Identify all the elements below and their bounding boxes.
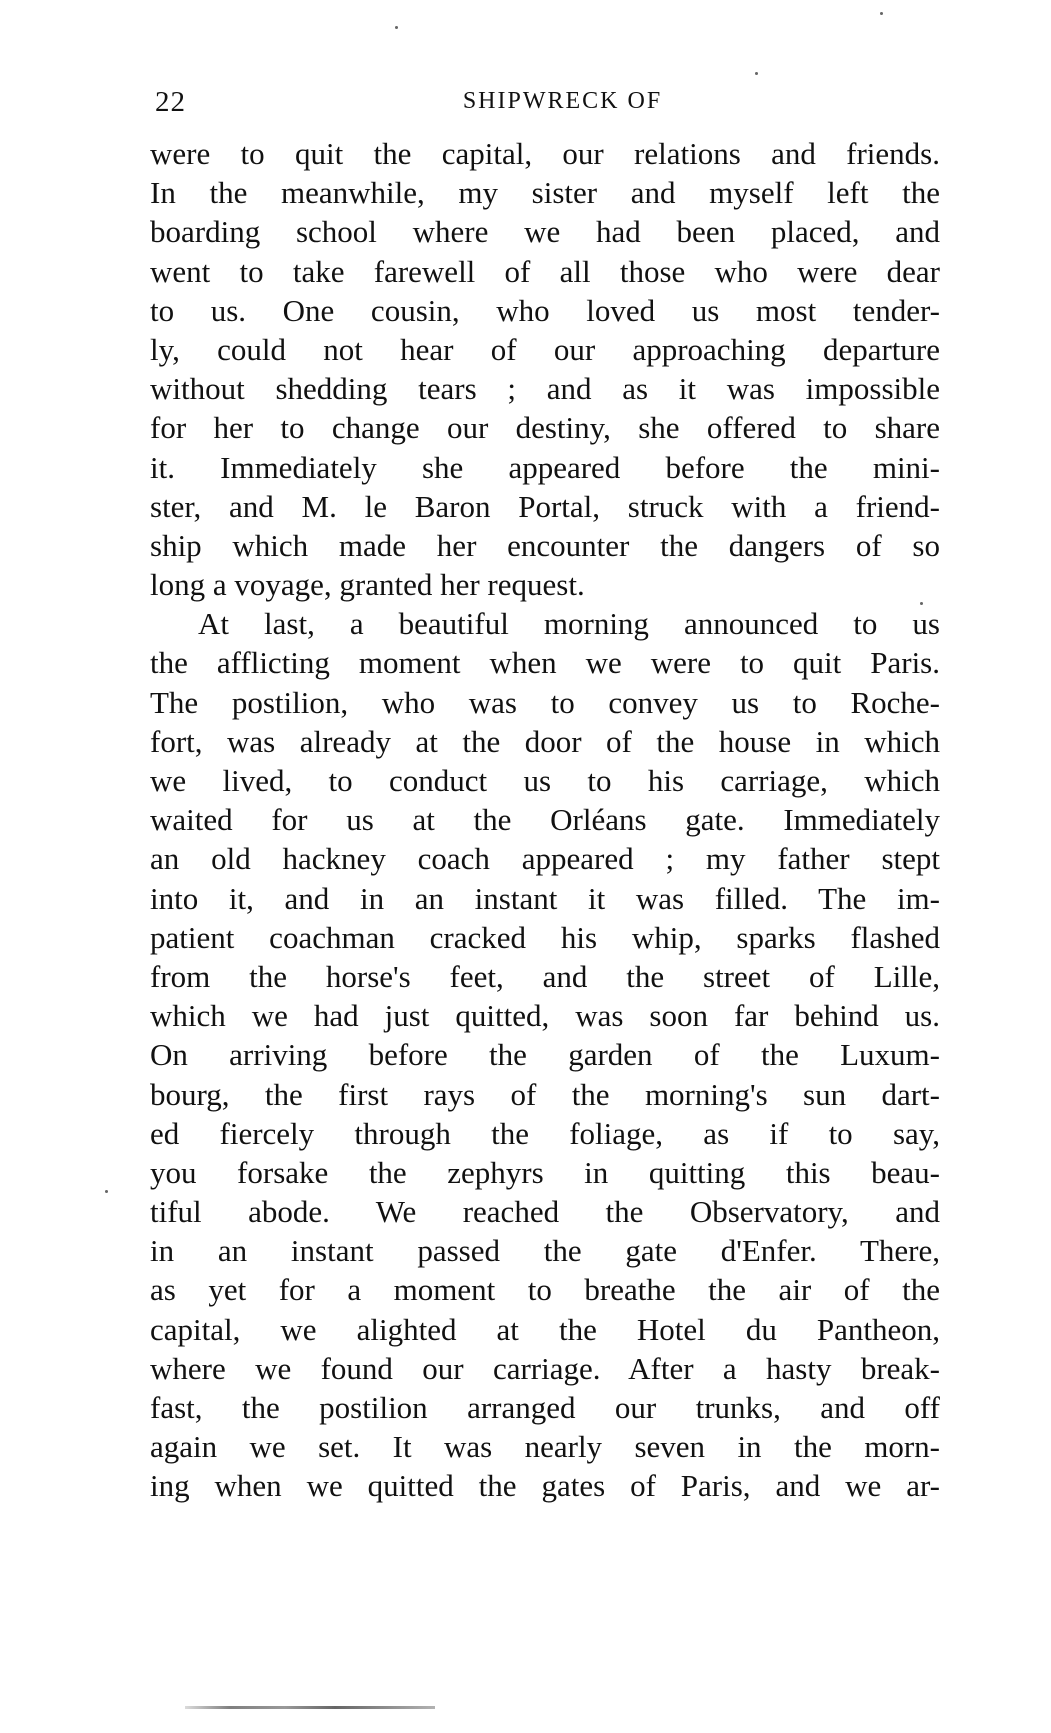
paragraph-start-line: At last, a beautiful morning announced to us bbox=[198, 606, 940, 642]
text-line: boarding school where we had been placed, and bbox=[150, 214, 940, 250]
text-line: were to quit the capital, our relations and friends. bbox=[150, 136, 940, 171]
text-line: as yet for a moment to breathe the air of the bbox=[150, 1272, 940, 1308]
text-line: you forsake the zephyrs in quitting this beau- bbox=[150, 1154, 940, 1190]
paper-speck bbox=[920, 602, 923, 605]
text-line: which we had just quitted, was soon far behind us. bbox=[150, 998, 940, 1034]
text-line: waited for us at the Orléans gate. Immediately bbox=[150, 802, 940, 838]
text-line: for her to change our destiny, she offered to share bbox=[150, 410, 940, 446]
text-line: in an instant passed the gate d'Enfer. There, bbox=[150, 1233, 940, 1269]
text-line: without shedding tears ; and as it was impossible bbox=[150, 371, 940, 407]
text-line: went to take farewell of all those who were dear bbox=[150, 253, 940, 289]
text-line: fast, the postilion arranged our trunks, and off bbox=[150, 1390, 940, 1425]
text-line: again we set. It was nearly seven in the morn- bbox=[150, 1429, 940, 1465]
text-line: ed fiercely through the foliage, as if to say, bbox=[150, 1115, 940, 1151]
text-line: The postilion, who was to convey us to Roche- bbox=[150, 684, 940, 720]
running-head: SHIPWRECK OF bbox=[462, 88, 663, 114]
text-line: we lived, to conduct us to his carriage, which bbox=[150, 763, 940, 798]
text-line: tiful abode. We reached the Observatory, and bbox=[150, 1194, 940, 1230]
text-line: ly, could not hear of our approaching departure bbox=[150, 331, 940, 367]
text-line: to us. One cousin, who loved us most tender- bbox=[150, 292, 940, 328]
text-line: fort, was already at the door of the house in which bbox=[150, 723, 940, 759]
text-line: an old hackney coach appeared ; my father stept bbox=[150, 841, 940, 877]
text-line: where we found our carriage. After a hasty break- bbox=[150, 1350, 940, 1386]
paper-speck bbox=[395, 26, 398, 29]
text-line: capital, we alighted at the Hotel du Pantheon, bbox=[150, 1311, 940, 1347]
text-line: it. Immediately she appeared before the mini- bbox=[150, 449, 940, 485]
paragraph-end-line: long a voyage, granted her request. bbox=[150, 567, 585, 603]
body-text bbox=[150, 134, 940, 1506]
ink-smudge bbox=[185, 1706, 435, 1709]
text-line: ing when we quitted the gates of Paris, and we ar- bbox=[150, 1468, 940, 1504]
page-header bbox=[155, 86, 940, 126]
paper-speck bbox=[880, 12, 883, 15]
text-line: In the meanwhile, my sister and myself left the bbox=[150, 175, 940, 211]
paper-speck bbox=[105, 1190, 108, 1193]
text-line: ship which made her encounter the dangers of so bbox=[150, 527, 940, 563]
text-line: ster, and M. le Baron Portal, struck with a friend- bbox=[150, 488, 940, 524]
page-number: 22 bbox=[155, 86, 186, 118]
text-line: bourg, the first rays of the morning's sun dart- bbox=[150, 1076, 940, 1112]
text-line: the afflicting moment when we were to quit Paris. bbox=[150, 645, 940, 681]
text-line: On arriving before the garden of the Luxum- bbox=[150, 1037, 940, 1073]
text-line: into it, and in an instant it was filled. The im- bbox=[150, 880, 940, 916]
paper-speck bbox=[755, 72, 758, 75]
text-line: patient coachman cracked his whip, sparks flashed bbox=[150, 919, 940, 955]
text-line: from the horse's feet, and the street of Lille, bbox=[150, 958, 940, 994]
